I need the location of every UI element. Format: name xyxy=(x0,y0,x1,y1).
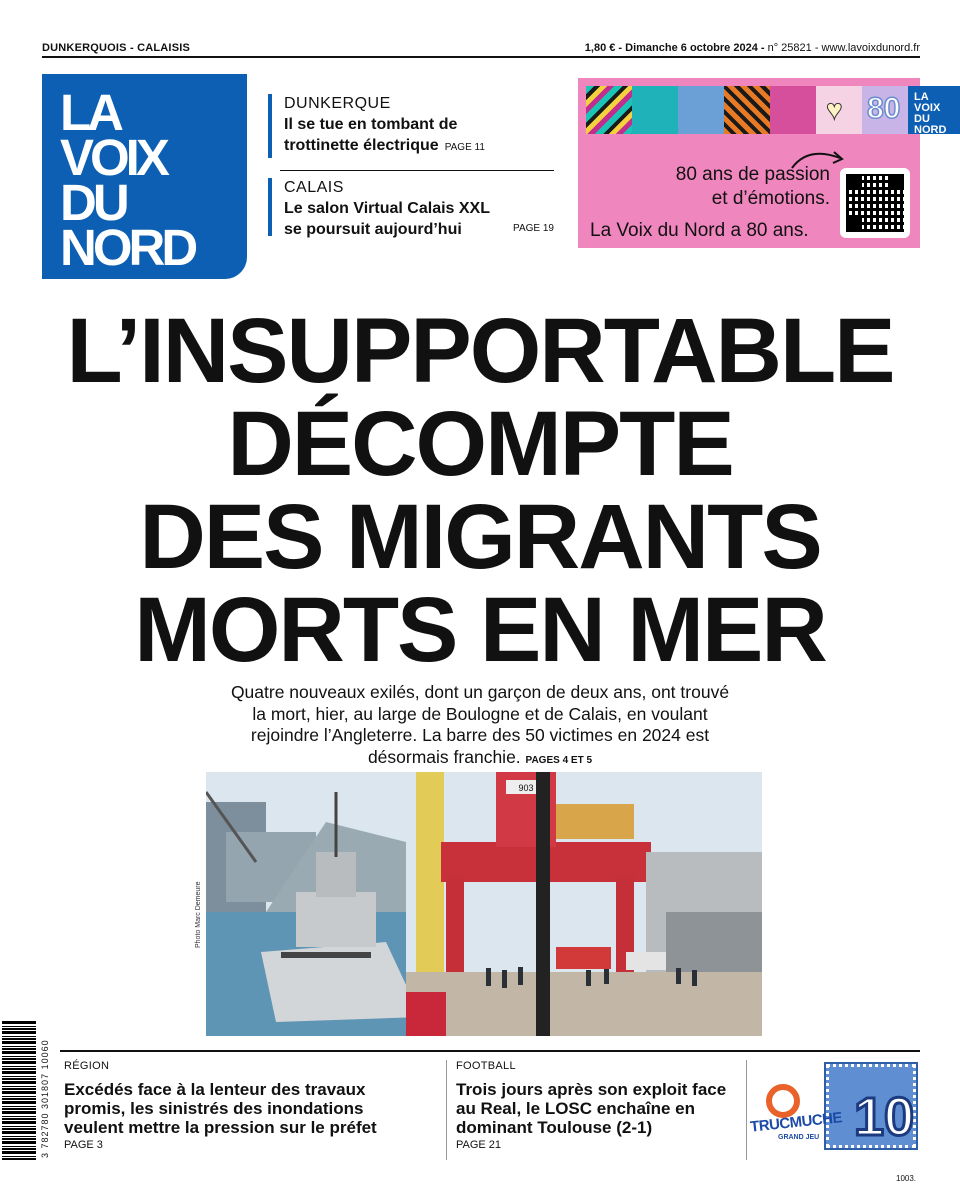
newspaper-logo[interactable] xyxy=(42,74,247,279)
teaser-page: PAGE 19 xyxy=(513,223,554,234)
story-title: Excédés face à la lenteur des travaux promis, les sinistrés des inondations veulent mettre la pression sur le préfet xyxy=(64,1080,377,1137)
story-page: PAGE 21 xyxy=(456,1139,502,1151)
pattern-tile xyxy=(586,86,632,134)
column-divider xyxy=(446,1060,447,1160)
anniversary-promo[interactable] xyxy=(578,78,947,248)
top-rule xyxy=(42,56,920,58)
issue-number: n° 25821 xyxy=(767,42,812,54)
issue-line xyxy=(585,42,920,54)
barcode xyxy=(2,1020,36,1160)
pattern-tile xyxy=(632,86,678,134)
game-name: TRUCMUCHE xyxy=(749,1109,843,1136)
teaser-title: Il se tue en tombant de trottinette électrique PAGE 11 xyxy=(284,116,485,154)
teaser-title: Le salon Virtual Calais XXL se poursuit aujourd’hui xyxy=(284,200,490,238)
trucmuche-game[interactable] xyxy=(750,1064,920,1164)
teaser-page: PAGE 11 xyxy=(444,142,485,153)
story-region[interactable] xyxy=(64,1060,414,1151)
main-headline[interactable]: L’INSUPPORTABLE DÉCOMPTE DES MIGRANTS MORTS EN MER xyxy=(66,300,894,681)
harbour-scene xyxy=(206,772,762,1036)
story-kicker: RÉGION xyxy=(64,1060,110,1072)
standfirst: Quatre nouveaux exilés, dont un garçon de deux ans, ont trouvé la mort, hier, au large de Boulogne et de Calais, en voulant rejoindre l’Angleterre. La barre des 50 victimes en 2024 est désormais franchie. PAGES 4 ET 5 xyxy=(230,682,730,767)
teaser-dunkerque[interactable] xyxy=(268,94,554,158)
main-photo[interactable] xyxy=(206,772,762,1036)
mini-logo: LA VOIX DU NORD xyxy=(908,86,960,134)
teaser-kicker: CALAIS xyxy=(284,179,344,196)
logo-text: LA VOIX DU NORD xyxy=(60,84,195,276)
promo-line-3: La Voix du Nord a 80 ans. xyxy=(590,220,809,241)
ship-number: 903 xyxy=(518,783,534,793)
teaser-calais[interactable] xyxy=(268,178,554,236)
price-date: 1,80 € - Dimanche 6 octobre 2024 - xyxy=(584,42,768,54)
story-title: Trois jours après son exploit face au Real, le LOSC enchaîne en dominant Toulouse (2-1) xyxy=(456,1080,727,1137)
bottom-rule xyxy=(60,1050,920,1052)
website-link[interactable]: - www.lavoixdunord.fr xyxy=(811,42,920,54)
photo-credit: Photo Marc Demeure xyxy=(195,881,202,948)
promo-pattern-strip xyxy=(586,86,960,134)
barcode-number: 3 782780 301807 10060 xyxy=(40,1039,50,1158)
standfirst-pages: PAGES 4 ET 5 xyxy=(525,754,593,766)
promo-line-2: et d’émotions. xyxy=(711,188,830,209)
pattern-tile xyxy=(678,86,724,134)
pattern-tile xyxy=(770,86,816,134)
pattern-tile xyxy=(724,86,770,134)
corner-code: 1003. xyxy=(896,1174,917,1183)
promo-line-1: 80 ans de passion xyxy=(675,164,830,185)
story-kicker: FOOTBALL xyxy=(456,1060,516,1072)
eighty-badge: 80 xyxy=(862,86,908,134)
story-page: PAGE 3 xyxy=(64,1139,103,1151)
qr-code[interactable] xyxy=(840,168,910,238)
teaser-separator xyxy=(280,170,554,171)
game-number: 10 xyxy=(854,1087,915,1147)
heart-icon: ♥ xyxy=(816,86,862,134)
story-football[interactable] xyxy=(456,1060,736,1151)
teaser-kicker: DUNKERQUE xyxy=(284,95,391,112)
game-subtitle: GRAND JEU xyxy=(778,1134,820,1141)
magnifier-icon xyxy=(766,1084,800,1118)
edition-label: DUNKERQUOIS - CALAISIS xyxy=(42,42,191,54)
column-divider xyxy=(746,1060,747,1160)
